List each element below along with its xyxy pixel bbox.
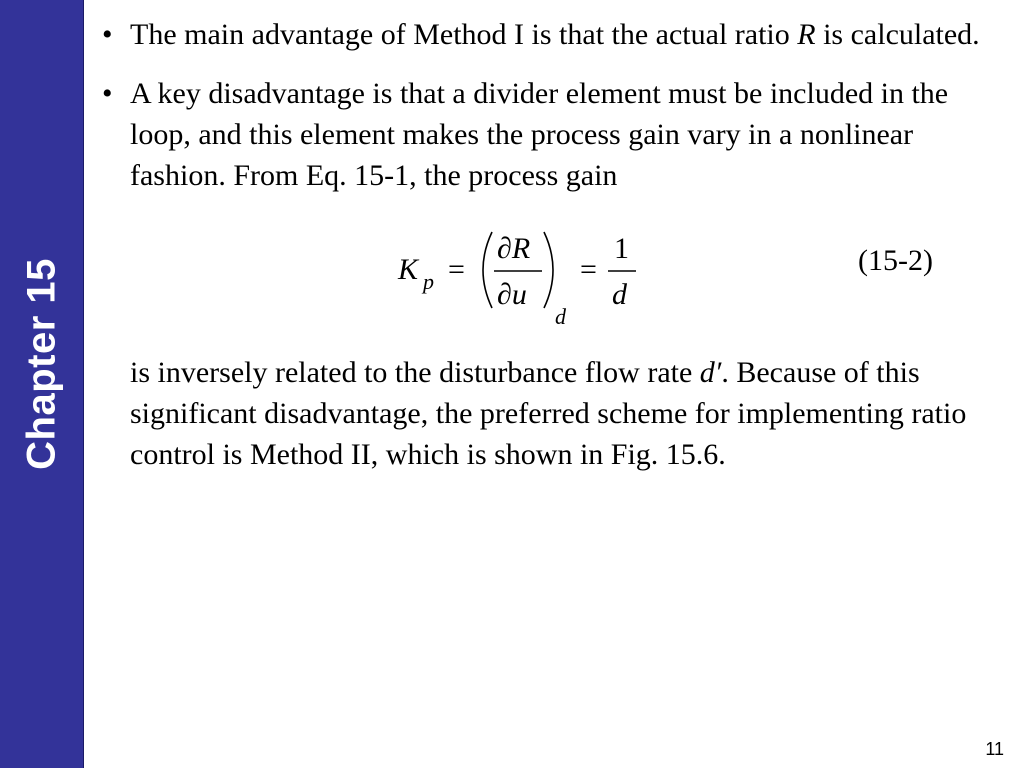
paragraph-text-end: . Because of this significant disadvantage, the preferred scheme for implementing ratio control is Method II, which is shown in Fig. 15.6. <box>130 356 967 471</box>
disturbance-symbol: d′ <box>699 356 722 389</box>
equation-number: (15-2) <box>858 244 933 277</box>
right-paren <box>544 232 553 308</box>
eq-equals-2: = <box>580 253 597 286</box>
chapter-label: Chapter 15 <box>19 258 64 470</box>
eq-lhs: K <box>398 253 419 286</box>
eq-frac-denominator: d <box>612 278 627 311</box>
paragraph-text: is inversely related to the disturbance flow rate <box>130 356 700 389</box>
bullet-text: A key disadvantage is that a divider element must be included in the loop, and this element makes the process gain vary in a nonlinear fashion. From Eq. 15-1, the process gain <box>130 77 949 192</box>
bullet-text: The main advantage of Method I is that the actual ratio <box>130 18 798 51</box>
left-paren <box>483 232 492 308</box>
eq-denominator: ∂u <box>497 278 527 311</box>
bullet-marker: • <box>102 18 113 51</box>
eq-frac-numerator: 1 <box>614 232 629 265</box>
equation-15-2 <box>102 214 982 334</box>
paragraph-conclusion <box>102 352 982 475</box>
eq-equals-1: = <box>448 253 465 286</box>
slide-content <box>102 14 982 475</box>
eq-paren-subscript: d <box>555 304 566 329</box>
bullet-disadvantage <box>102 73 982 196</box>
ratio-symbol: R <box>797 18 816 51</box>
chapter-sidebar <box>0 0 84 768</box>
page-number: 11 <box>985 739 1004 759</box>
eq-numerator: ∂R <box>497 232 531 265</box>
eq-lhs-subscript: p <box>423 269 434 294</box>
equation-graphic <box>390 214 650 334</box>
bullet-text-end: is calculated. <box>815 18 980 51</box>
bullet-marker: • <box>102 77 113 110</box>
bullet-advantage <box>102 14 982 55</box>
